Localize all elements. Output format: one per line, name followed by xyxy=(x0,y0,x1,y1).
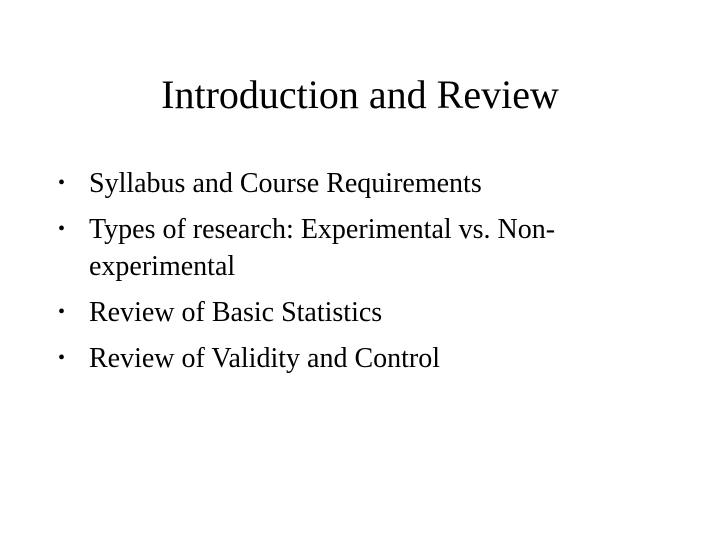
bullet-text-continuation: experimental xyxy=(89,251,236,282)
bullet-icon: • xyxy=(58,347,66,369)
bullet-icon: • xyxy=(58,172,66,194)
bullet-text: Review of Validity and Control xyxy=(89,343,440,374)
bullet-item-research-types xyxy=(58,208,668,288)
bullet-text: Syllabus and Course Requirements xyxy=(89,168,482,199)
bullet-icon: • xyxy=(58,301,66,323)
bullet-item-syllabus xyxy=(58,162,668,205)
bullet-text: Types of research: Experimental vs. Non- xyxy=(89,214,556,245)
bullet-item-basic-statistics xyxy=(58,291,668,334)
bullet-list xyxy=(58,162,668,383)
bullet-icon: • xyxy=(58,218,66,240)
bullet-item-validity-control xyxy=(58,337,668,380)
slide-title: Introduction and Review xyxy=(161,72,559,117)
bullet-text: Review of Basic Statistics xyxy=(89,297,383,328)
